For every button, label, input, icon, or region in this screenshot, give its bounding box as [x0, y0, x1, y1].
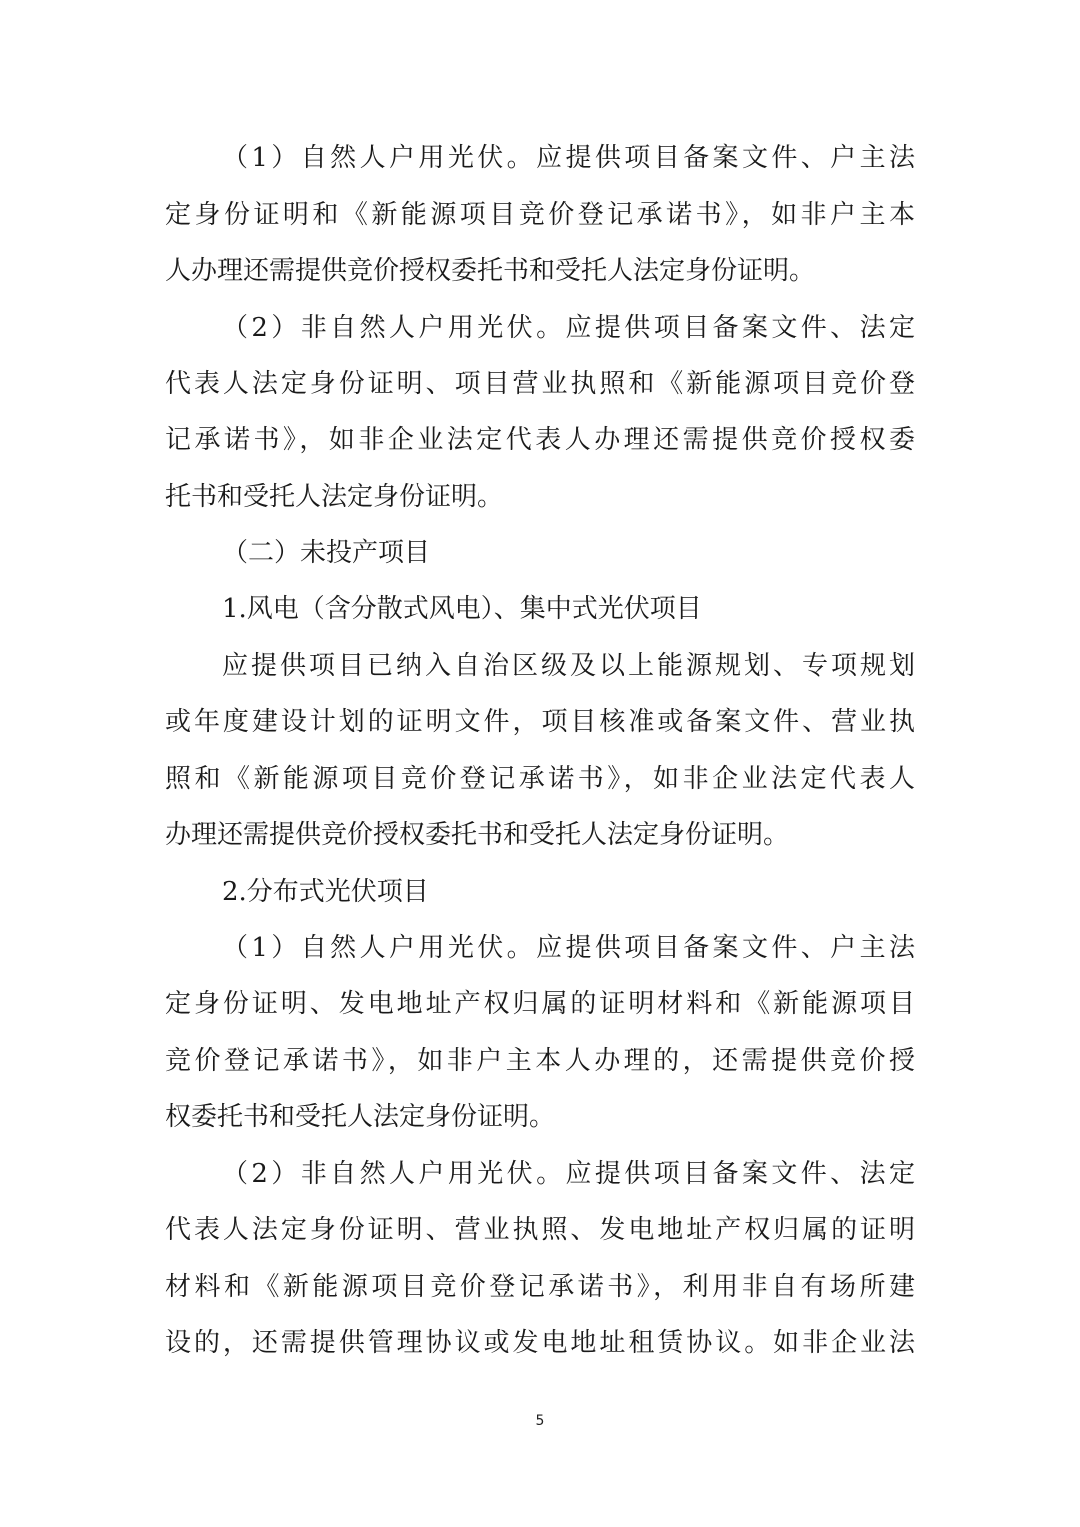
text-line-17: 竞价登记承诺书》，如非户主本人办理的，还需提供竞价授	[165, 1046, 915, 1076]
text-line-11: 或年度建设计划的证明文件，项目核准或备案文件、营业执	[165, 707, 915, 737]
text-line-21: 材料和《新能源项目竞价登记承诺书》，利用非自有场所建	[165, 1272, 915, 1302]
text-line-15: （1）自然人户用光伏。应提供项目备案文件、户主法	[222, 933, 915, 963]
text-line-7: 托书和受托人法定身份证明。	[165, 482, 504, 512]
subsection-heading-2: 2.分布式光伏项目	[222, 877, 429, 907]
text-line-6: 记承诺书》，如非企业法定代表人办理还需提供竞价授权委	[165, 425, 915, 455]
text-line-19: （2）非自然人户用光伏。应提供项目备案文件、法定	[222, 1159, 915, 1189]
text-line-2: 定身份证明和《新能源项目竞价登记承诺书》，如非户主本	[165, 200, 915, 230]
text-line-1: （1）自然人户用光伏。应提供项目备案文件、户主法	[222, 143, 915, 173]
section-heading: （二）未投产项目	[222, 538, 431, 568]
text-line-5: 代表人法定身份证明、项目营业执照和《新能源项目竞价登	[165, 369, 915, 399]
text-line-22: 设的，还需提供管理协议或发电地址租赁协议。如非企业法	[165, 1328, 915, 1358]
text-line-13: 办理还需提供竞价授权委托书和受托人法定身份证明。	[165, 820, 790, 850]
text-line-4: （2）非自然人户用光伏。应提供项目备案文件、法定	[222, 313, 915, 343]
text-line-16: 定身份证明、发电地址产权归属的证明材料和《新能源项目	[165, 989, 915, 1019]
text-line-20: 代表人法定身份证明、营业执照、发电地址产权归属的证明	[165, 1215, 915, 1245]
page-number: 5	[535, 1413, 545, 1429]
text-line-3: 人办理还需提供竞价授权委托书和受托人法定身份证明。	[165, 256, 816, 286]
subsection-heading-1: 1.风电（含分散式风电）、集中式光伏项目	[222, 594, 702, 624]
text-line-18: 权委托书和受托人法定身份证明。	[165, 1102, 556, 1132]
text-line-10: 应提供项目已纳入自治区级及以上能源规划、专项规划	[222, 651, 915, 681]
text-line-12: 照和《新能源项目竞价登记承诺书》，如非企业法定代表人	[165, 764, 915, 794]
